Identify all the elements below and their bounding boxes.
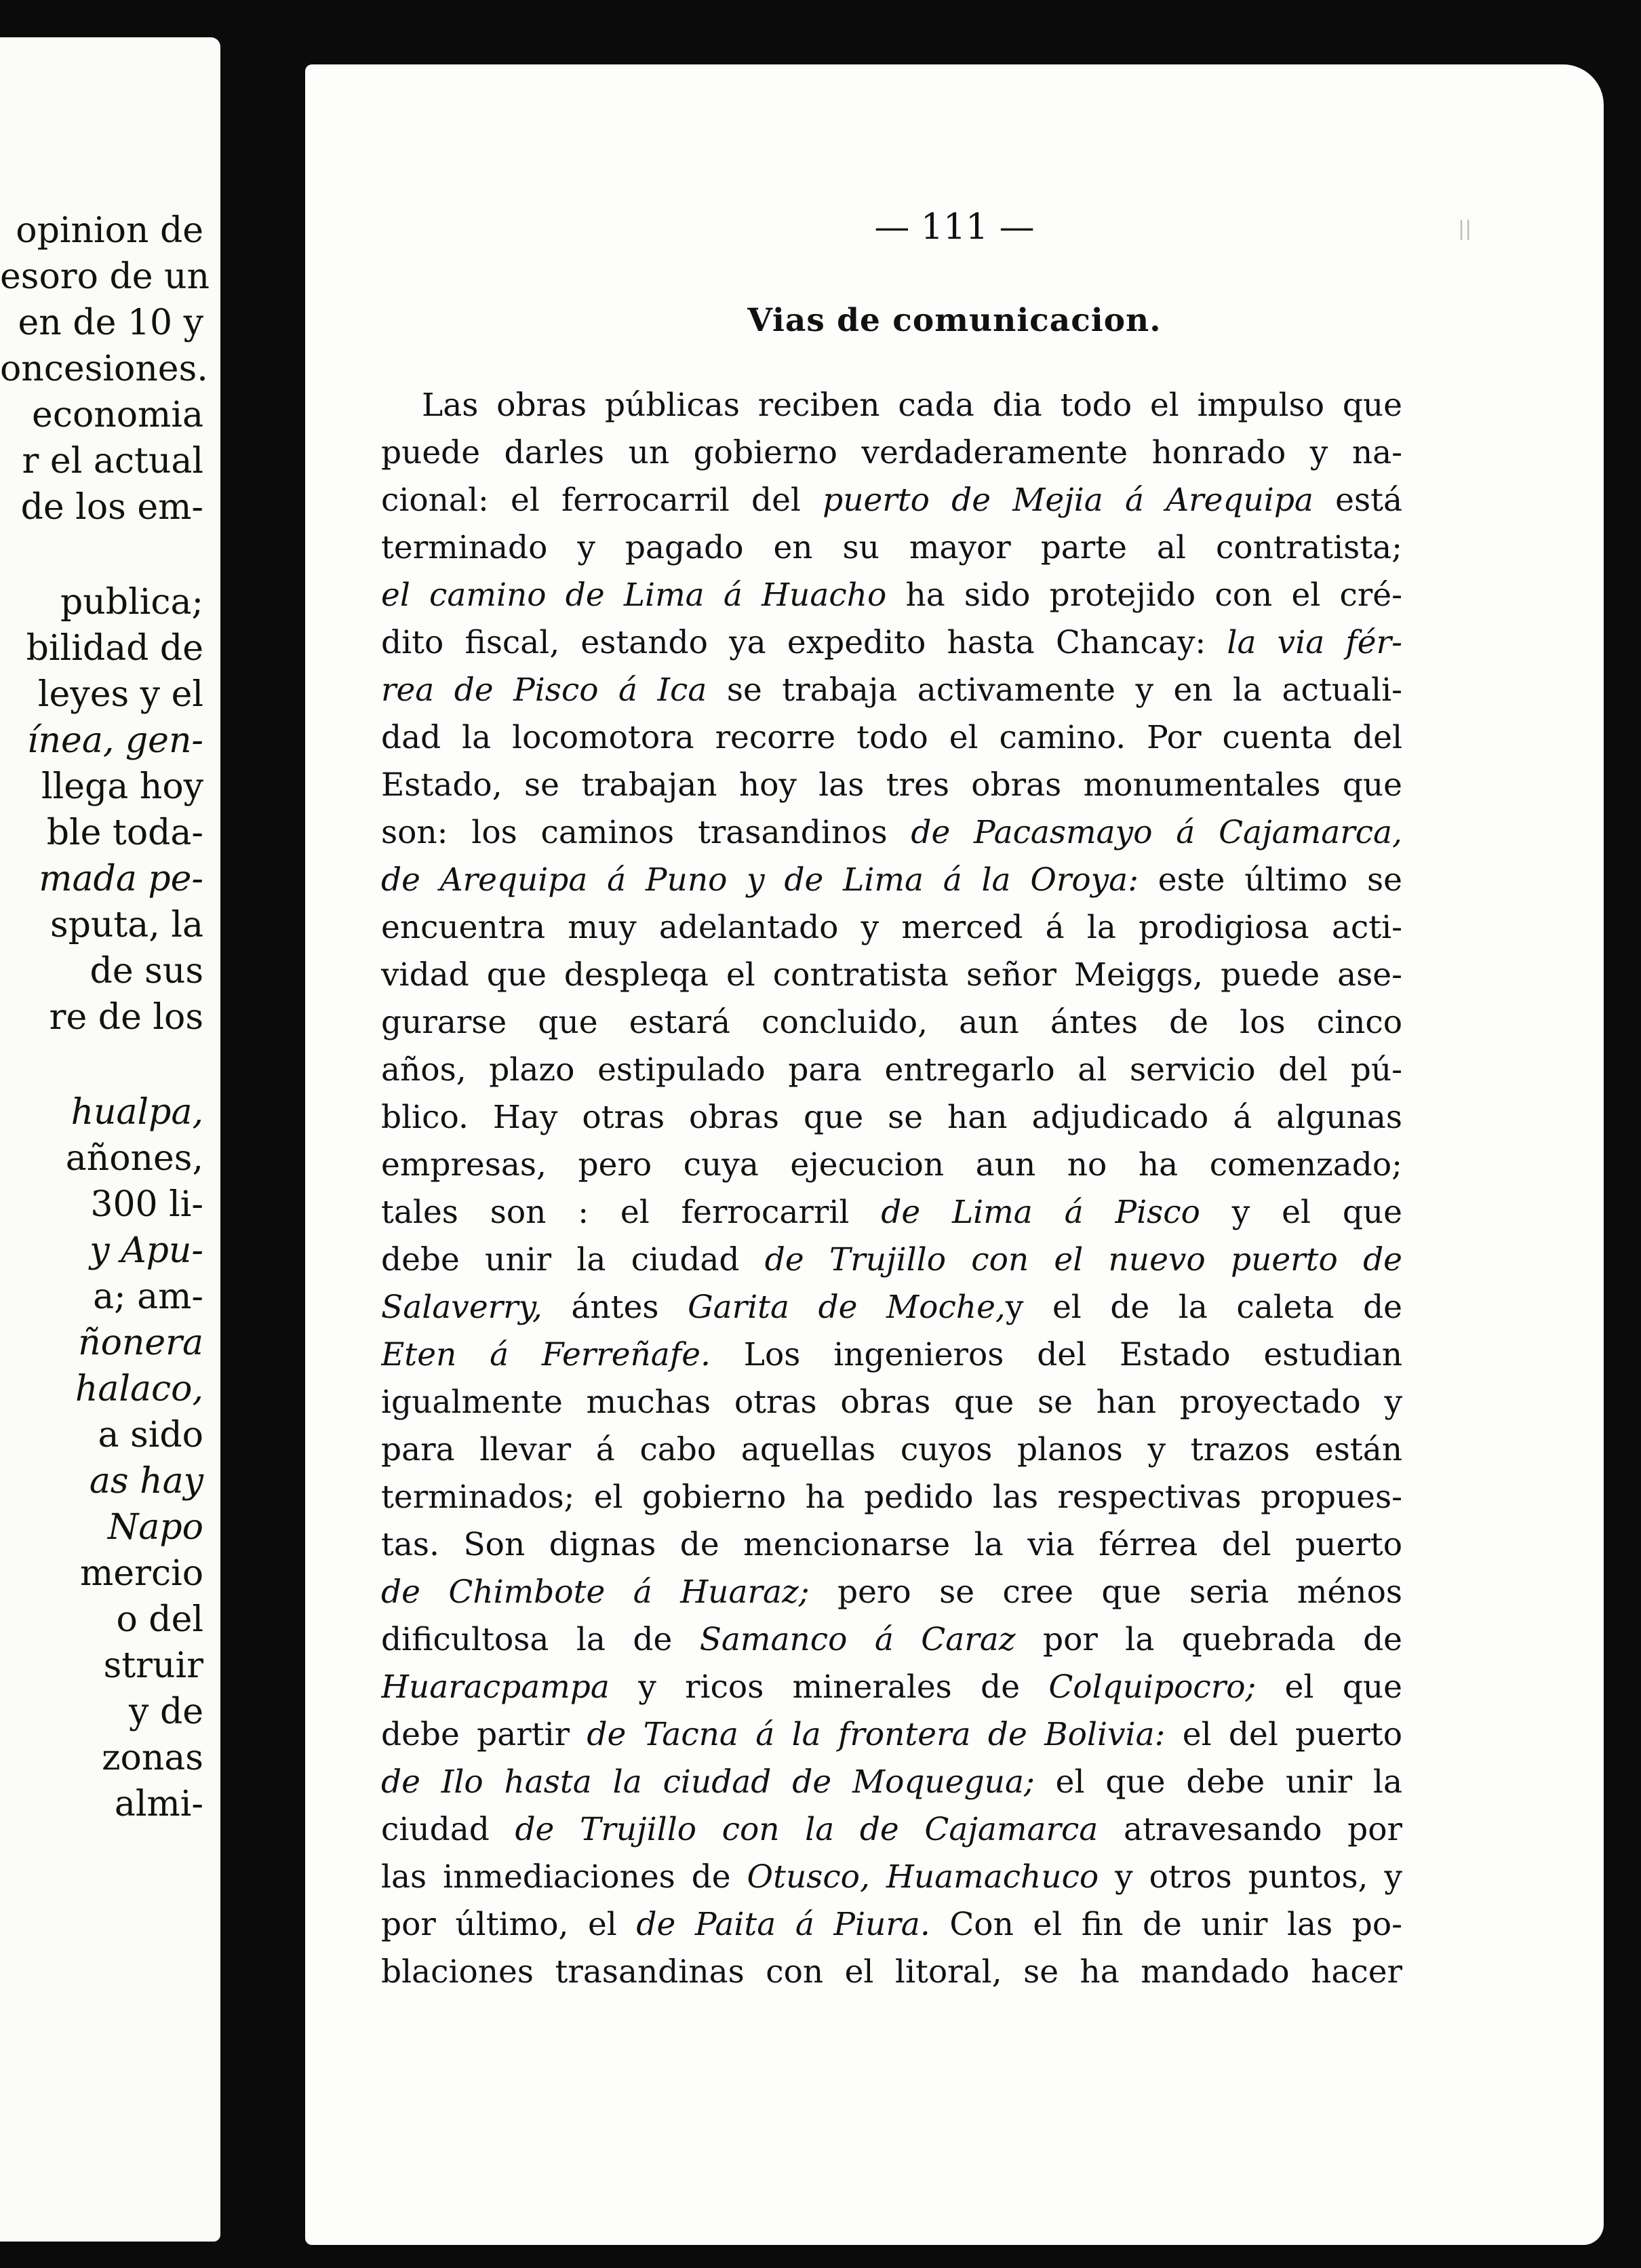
left-page-line: a; am- <box>93 1276 203 1317</box>
left-page-line: re de los <box>49 997 203 1038</box>
text-line: dad la locomotora recorre todo el camino. Por cuenta del <box>381 719 1402 756</box>
italic-span: Eten á Ferreñafe. <box>381 1336 711 1373</box>
text-line: Huaracpampa y ricos minerales de Colquipocro; el que <box>381 1668 1402 1706</box>
margin-mark: || <box>1458 217 1472 241</box>
book-gutter <box>220 34 302 2245</box>
text-line: de Arequipa á Puno y de Lima á la Oroya: este último se <box>381 861 1402 899</box>
left-page-line: opinion de <box>16 210 203 251</box>
text-line: de Ilo hasta la ciudad de Moquegua; el que debe unir la <box>381 1763 1402 1801</box>
text-line: las inmediaciones de Otusco, Huamachuco y otros puntos, y <box>381 1858 1402 1896</box>
italic-span: de Lima á Pisco <box>881 1194 1200 1231</box>
section-title: Vias de comunicacion. <box>747 302 1162 339</box>
italic-span: Huamachuco <box>886 1858 1099 1896</box>
left-page-line: de los em- <box>20 487 203 528</box>
italic-span: Salaverry, <box>381 1289 542 1326</box>
text-line: por último, el de Paita á Piura. Con el fin de unir las po- <box>381 1906 1402 1943</box>
left-page-line: 300 li- <box>90 1184 203 1225</box>
left-page-fragment <box>0 37 220 2242</box>
text-line: debe unir la ciudad de Trujillo con el nuevo puerto de <box>381 1241 1402 1278</box>
text-line: blico. Hay otras obras que se han adjudicado á algunas <box>381 1099 1402 1136</box>
left-page-line: esoro de un <box>0 256 210 297</box>
italic-span: Colquipocro; <box>1048 1668 1257 1706</box>
left-page-line: publica; <box>60 582 203 623</box>
left-page-line: llega hoy <box>41 766 203 807</box>
left-page-line: leyes y el <box>37 674 203 715</box>
text-line: rea de Pisco á Ica se trabaja activamente y en la actuali- <box>381 671 1402 709</box>
text-line: gurarse que estará concluido, aun ántes de los cinco <box>381 1004 1402 1041</box>
left-page-line: r el actual <box>22 441 203 482</box>
text-line: de Chimbote á Huaraz; pero se cree que seria ménos <box>381 1573 1402 1611</box>
left-page-line: Napo <box>107 1507 203 1548</box>
left-page-line: mada pe- <box>39 859 203 899</box>
text-line: Eten á Ferreñafe. Los ingenieros del Estado estudian <box>381 1336 1402 1373</box>
left-page-line: as hay <box>89 1461 203 1502</box>
italic-span: la via fér- <box>1227 624 1402 661</box>
text-line: el camino de Lima á Huacho ha sido protejido con el cré- <box>381 576 1402 614</box>
left-page-line: de sus <box>90 951 203 992</box>
italic-span: de Trujillo con la de Cajamarca <box>515 1811 1099 1848</box>
text-line: Salaverry, ántes Garita de Moche,y el de la caleta de <box>381 1289 1402 1326</box>
left-page-line: sputa, la <box>50 905 203 945</box>
text-line: son: los caminos trasandinos de Pacasmayo á Cajamarca, <box>381 814 1402 851</box>
left-page-line: zonas <box>102 1738 203 1778</box>
left-page-line: hualpa, <box>71 1092 203 1133</box>
text-line: dificultosa la de Samanco á Caraz por la quebrada de <box>381 1621 1402 1658</box>
left-page-line: economia <box>32 395 203 435</box>
text-line: tales son : el ferrocarril de Lima á Pisco y el que <box>381 1194 1402 1231</box>
italic-span: de Pacasmayo á Cajamarca, <box>911 814 1402 851</box>
body-text <box>381 382 1402 1996</box>
left-page-line: bilidad de <box>26 628 203 669</box>
left-page-line: ínea, gen- <box>26 720 203 761</box>
left-page-line: ñonera <box>78 1323 203 1363</box>
left-page-line: halaco, <box>75 1369 203 1409</box>
italic-span: Huaracpampa <box>381 1668 610 1706</box>
left-page-line: añones, <box>65 1138 203 1179</box>
italic-span: Otusco, <box>747 1858 870 1896</box>
left-page-line: almi- <box>114 1784 203 1824</box>
italic-span: el camino de Lima á Huacho <box>381 576 887 614</box>
text-line: tas. Son dignas de mencionarse la via férrea del puerto <box>381 1526 1402 1563</box>
italic-span: de Ilo hasta la ciudad de Moquegua; <box>381 1763 1035 1801</box>
page-number: — 111 — <box>874 207 1035 248</box>
text-line: años, plazo estipulado para entregarlo al servicio del pú- <box>381 1051 1402 1089</box>
italic-span: de Tacna á la frontera de Bolivia: <box>587 1716 1166 1753</box>
italic-span: Garita de Moche, <box>688 1289 1006 1326</box>
italic-span: de Chimbote á Huaraz; <box>381 1573 810 1611</box>
text-line: Estado, se trabajan hoy las tres obras monumentales que <box>381 766 1402 804</box>
italic-span: puerto de Mejia á Arequipa <box>823 482 1313 519</box>
italic-span: rea de Pisco á Ica <box>381 671 707 709</box>
left-page-line: oncesiones. <box>0 349 208 389</box>
text-line: terminados; el gobierno ha pedido las respectivas propues- <box>381 1479 1402 1516</box>
italic-span: de Trujillo con el nuevo puerto de <box>764 1241 1402 1278</box>
left-page-line: y de <box>129 1692 203 1732</box>
text-line: Las obras públicas reciben cada dia todo el impulso que <box>422 387 1402 424</box>
text-line: ciudad de Trujillo con la de Cajamarca atravesando por <box>381 1811 1402 1848</box>
italic-span: de Paita á Piura. <box>636 1906 930 1943</box>
text-line: para llevar á cabo aquellas cuyos planos y trazos están <box>381 1431 1402 1468</box>
left-page-line: en de 10 y <box>18 302 203 343</box>
left-page-line: a sido <box>98 1415 203 1455</box>
text-line: cional: el ferrocarril del puerto de Mejia á Arequipa está <box>381 482 1402 519</box>
left-page-line: struir <box>103 1645 203 1686</box>
text-line: terminado y pagado en su mayor parte al contratista; <box>381 529 1402 566</box>
left-page-line: ble toda- <box>46 813 203 853</box>
text-line: vidad que despleqa el contratista señor Meiggs, puede ase- <box>381 956 1402 994</box>
text-line: puede darles un gobierno verdaderamente honrado y na- <box>381 434 1402 471</box>
left-page-line: y Apu- <box>90 1230 203 1271</box>
italic-span: Samanco á Caraz <box>699 1621 1016 1658</box>
italic-span: de Arequipa á Puno y de Lima á la Oroya: <box>381 861 1139 899</box>
text-line: encuentra muy adelantado y merced á la prodigiosa acti- <box>381 909 1402 946</box>
left-page-line: o del <box>116 1599 203 1640</box>
text-line: blaciones trasandinas con el litoral, se ha mandado hacer <box>381 1953 1402 1991</box>
text-line: igualmente muchas otras obras que se han proyectado y <box>381 1384 1402 1421</box>
text-line: dito fiscal, estando ya expedito hasta Chancay: la via fér- <box>381 624 1402 661</box>
text-line: empresas, pero cuya ejecucion aun no ha comenzado; <box>381 1146 1402 1184</box>
right-page <box>305 64 1604 2245</box>
text-line: debe partir de Tacna á la frontera de Bolivia: el del puerto <box>381 1716 1402 1753</box>
left-page-line: mercio <box>80 1553 203 1594</box>
